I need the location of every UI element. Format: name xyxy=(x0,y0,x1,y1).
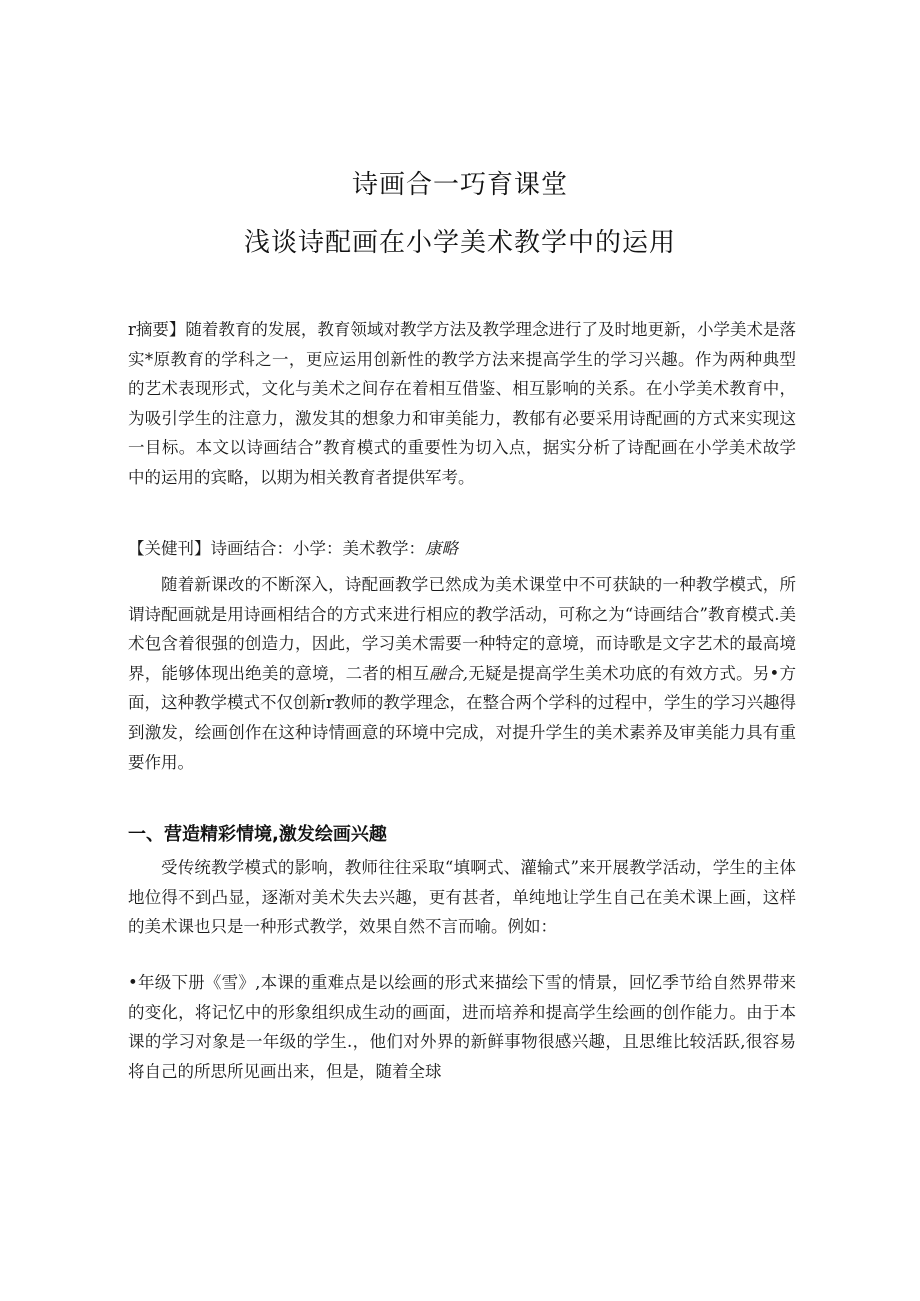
intro-text-italic: 融合, xyxy=(429,663,469,683)
document-title: 诗画合一巧育课堂 xyxy=(351,170,568,200)
abstract-paragraph xyxy=(128,315,796,493)
keywords-last: 康略 xyxy=(425,539,458,558)
section-paragraph-2-text: •年级下册《雪》,本课的重难点是以绘画的形式来描绘下雪的情景，回忆季节给自然界带来的变化，将记忆中的形象组织成生动的画面，进而培养和提高学生绘画的创作能力。由于本课的学习对象是一年级的学生.，他们对外界的新鲜事物很感兴趣，且思维比较活跃,很容易将自己的所思所见画出来，但是，随着全球 xyxy=(128,973,796,1081)
keywords-label: 【关健刊】 xyxy=(128,539,211,558)
intro-paragraph xyxy=(128,570,796,777)
document-subtitle: 浅谈诗配画在小学美术教学中的运用 xyxy=(243,228,676,258)
section-paragraph-1-text: 受传统教学模式的影响，教师往往采取“填啊式、灌输式”来开展教学活动，学生的主体地位得不到凸显，逐渐对美术失去兴趣，更有甚者，单纯地让学生自己在美术课上画，这样的美术课也只是一种形式教学，效果自然不言而喻。例如： xyxy=(128,858,796,937)
keywords-line xyxy=(128,534,796,564)
section-paragraph-1 xyxy=(128,853,796,942)
intro-text-part1: 随着新课改的不断深入，诗配画教学已然成为美术课堂中不可获缺的一种教学模式，所谓诗配画就是用诗画相结合的方式来进行相应的教学活动，可称之为“诗画结合”教育模式.美术包含着很强的创造力，因此，学习美术需要一种特定的意境，而诗歌是文字艺术的最高境界，能够体现出绝美的意境，二者的相互 xyxy=(128,575,796,683)
intro-text-part2: 无疑是提高学生美术功底的有效方式。另•方面，这种教学模式不仅创新r教师的教学理念，在整合两个学科的过程中，学生的学习兴趣得到激发，绘画创作在这种诗情画意的环境中完成，对提升学生的美术素养及审美能力具有重要作用。 xyxy=(128,663,797,772)
section-heading: 一、营造精彩情境,激发绘画兴趣 xyxy=(128,824,387,845)
section-paragraph-2 xyxy=(128,968,796,1086)
abstract-text: 随着教育的发展，教育领域对教学方法及教学理念进行了及时地更新，小学美术是落实*原教育的学科之一，更应运用创新性的教学方法来提高学生的学习兴趣。作为两种典型的艺术表现形式，文化与美术之间存在着相互借鉴、相互影响的关系。在小学美术教育中，为吸引学生的注意力，激发其的想象力和审美能力，教郁有必要采用诗配画的方式来实现这一目标。本文以诗画结合”教育模式的重要性为切入点，据实分析了诗配画在小学美术故学中的运用的宾略，以期为相关教育者提供军考。 xyxy=(128,320,797,487)
keywords-text: 诗画结合：小学：美术教学： xyxy=(210,539,425,558)
abstract-label: r摘要】 xyxy=(128,320,186,339)
